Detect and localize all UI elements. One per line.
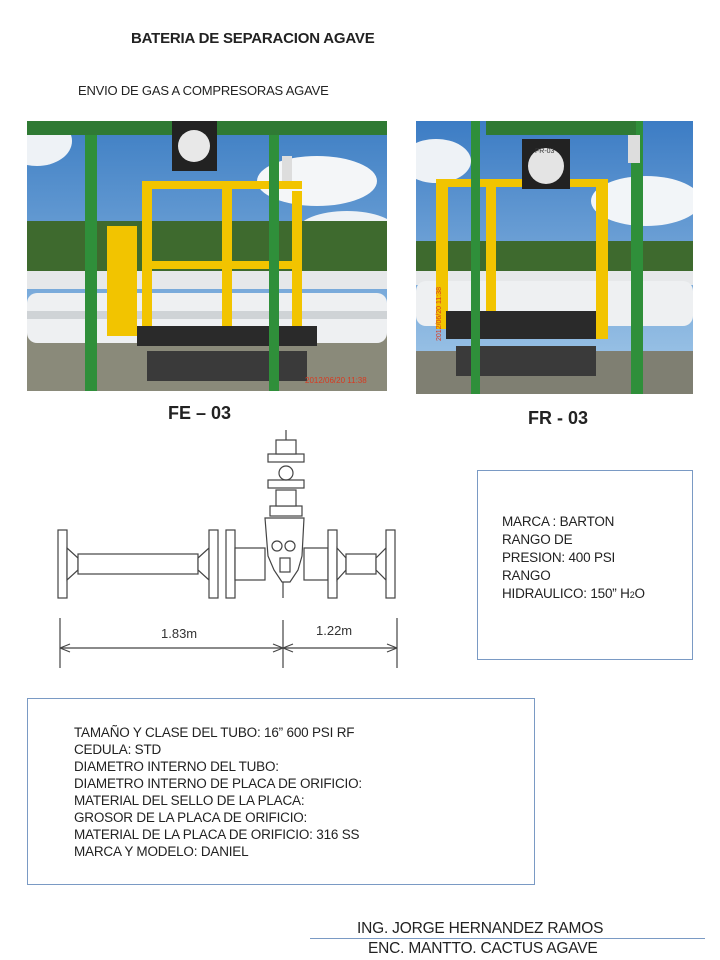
footer-engineer-name: ING. JORGE HERNANDEZ RAMOS bbox=[357, 920, 604, 937]
photo-right-timestamp: 2012/06/20 11:38 bbox=[436, 287, 443, 341]
spec-hydraulic: HIDRAULICO: 150” H2O bbox=[502, 586, 645, 601]
spec-range-label-2: RANGO bbox=[502, 568, 551, 583]
photo-left-timestamp: 2012/06/20 11:38 bbox=[305, 376, 367, 385]
info-line-size-class: TAMAÑO Y CLASE DEL TUBO: 16” 600 PSI RF bbox=[74, 725, 355, 740]
info-line-schedule: CEDULA: STD bbox=[74, 742, 162, 757]
info-line-plate-id: DIAMETRO INTERNO DE PLACA DE ORIFICIO: bbox=[74, 776, 362, 791]
dimension-right-label: 1.22m bbox=[316, 623, 353, 638]
photo-fr-03 bbox=[416, 121, 693, 394]
caption-fr-03: FR - 03 bbox=[528, 408, 589, 428]
photo-right-gauge-label: FR-03 bbox=[535, 148, 555, 155]
dimension-left-label: 1.83m bbox=[161, 626, 198, 641]
footer-divider bbox=[310, 938, 705, 939]
pipe-info-box bbox=[27, 698, 535, 885]
info-line-pipe-id: DIAMETRO INTERNO DEL TUBO: bbox=[74, 759, 279, 774]
orifice-meter-diagram bbox=[40, 430, 420, 680]
page-subtitle: ENVIO DE GAS A COMPRESORAS AGAVE bbox=[78, 83, 329, 98]
caption-fe-03: FE – 03 bbox=[168, 403, 232, 423]
info-line-brand-model: MARCA Y MODELO: DANIEL bbox=[74, 844, 249, 859]
photo-fe-03 bbox=[27, 121, 387, 391]
spec-brand: MARCA : BARTON bbox=[502, 514, 615, 529]
spec-pressure: PRESION: 400 PSI bbox=[502, 550, 616, 565]
info-line-seal-material: MATERIAL DEL SELLO DE LA PLACA: bbox=[74, 793, 305, 808]
info-line-plate-material: MATERIAL DE LA PLACA DE ORIFICIO: 316 SS bbox=[74, 827, 360, 842]
info-line-plate-thickness: GROSOR DE LA PLACA DE ORIFICIO: bbox=[74, 810, 308, 825]
page-title: BATERIA DE SEPARACION AGAVE bbox=[131, 30, 375, 47]
spec-range-label: RANGO DE bbox=[502, 532, 573, 547]
footer-engineer-role: ENC. MANTTO. CACTUS AGAVE bbox=[368, 940, 598, 957]
instrument-spec-box bbox=[477, 470, 693, 660]
